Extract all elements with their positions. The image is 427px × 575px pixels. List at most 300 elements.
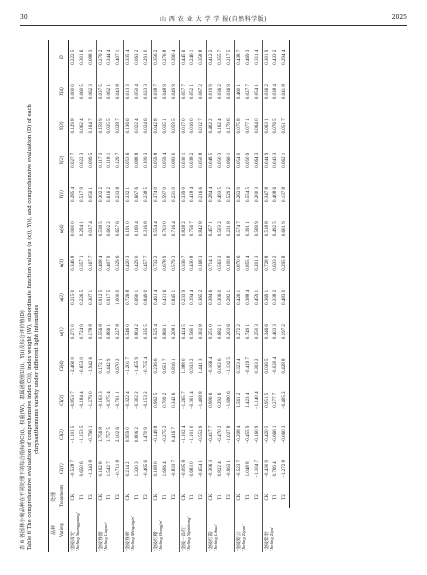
treatment-cell: T1 bbox=[135, 494, 141, 500]
value-cell: −1.343 8 bbox=[88, 459, 94, 478]
value-cell: −0.833 7 bbox=[171, 459, 177, 478]
treatment-cell: CK bbox=[179, 486, 188, 508]
value-cell: 0.732 2 bbox=[151, 246, 160, 280]
value-cell: 0.870 6 bbox=[234, 246, 243, 280]
value-cell: 0.057 7 bbox=[179, 74, 188, 108]
treatment-cell: T2 bbox=[199, 494, 205, 500]
treatment-cell: T2 bbox=[171, 494, 177, 500]
value-cell: 0.374 0 bbox=[151, 177, 160, 211]
value-cell: 0.493 5 bbox=[218, 186, 224, 202]
variety-name-zh: '金陵一品红' bbox=[180, 526, 186, 551]
variety-cell bbox=[96, 508, 124, 552]
value-cell: 0.828 2 bbox=[179, 212, 188, 246]
value-cell: 0.294 1 bbox=[79, 221, 85, 237]
value-cell: 0.129 8 bbox=[68, 109, 77, 143]
value-cell: 0.816 1 bbox=[171, 358, 177, 374]
value-cell: −1.455 9 bbox=[135, 357, 141, 375]
value-cell: 0.769 4 bbox=[273, 461, 279, 477]
value-cell: 0.028 7 bbox=[116, 118, 122, 134]
value-cell: 0.282 1 bbox=[226, 289, 232, 305]
table-row bbox=[280, 40, 289, 552]
value-cell: 0.233 8 bbox=[116, 186, 122, 202]
value-cell: 0.048 9 bbox=[162, 84, 168, 100]
value-cell: 0.912 5 bbox=[96, 280, 105, 314]
value-cell: −1.265 7 bbox=[179, 383, 188, 417]
variety-name-en: 'Jinling Lihua' bbox=[213, 524, 219, 551]
value-cell: 0.088 3 bbox=[88, 49, 94, 65]
value-cell: 0.042 8 bbox=[151, 109, 160, 143]
value-cell: 0.301 6 bbox=[79, 49, 85, 65]
value-cell: 0.053 6 bbox=[124, 143, 133, 177]
value-cell: 0.442 9 bbox=[107, 358, 113, 374]
value-cell: 0.118 1 bbox=[107, 152, 113, 168]
value-cell: 0.365 2 bbox=[199, 289, 205, 305]
value-cell: 0.563 3 bbox=[218, 255, 224, 271]
variety-name-en: 'Jinling Meiguigin' bbox=[130, 516, 136, 551]
value-cell: −0.853 7 bbox=[68, 383, 77, 417]
value-cell: 0.616 2 bbox=[107, 186, 113, 202]
variety-cell bbox=[207, 508, 235, 552]
value-cell: 0.462 2 bbox=[207, 109, 216, 143]
value-cell: 0.178 8 bbox=[88, 324, 94, 340]
value-cell: 0.067 2 bbox=[199, 84, 205, 100]
value-cell: 0.276 8 bbox=[162, 49, 168, 65]
treatment-cell: T2 bbox=[280, 486, 289, 508]
value-cell: 0.038 4 bbox=[273, 84, 279, 100]
value-cell: 0.569 9 bbox=[254, 221, 260, 237]
table-row bbox=[87, 40, 96, 552]
variety-cell bbox=[234, 508, 262, 552]
value-cell: 0.216 6 bbox=[199, 186, 205, 202]
value-cell: −0.796 1 bbox=[88, 425, 94, 444]
metric-header: Y(3) bbox=[58, 109, 69, 143]
metric-header: Y(4) bbox=[58, 74, 69, 108]
variety-cell bbox=[151, 508, 179, 552]
value-cell: 0.027 7 bbox=[68, 143, 77, 177]
value-cell: 0.860 1 bbox=[162, 324, 168, 340]
value-cell: 0.012 7 bbox=[199, 118, 205, 134]
value-cell: −0.275 2 bbox=[162, 425, 168, 444]
metric-header: u(4) bbox=[58, 212, 69, 246]
value-cell: −0.306 3 bbox=[207, 452, 216, 486]
value-cell: 0.285 4 bbox=[68, 177, 77, 211]
value-cell: 0.307 1 bbox=[88, 289, 94, 305]
value-cell: 0.546 0 bbox=[124, 315, 133, 349]
value-cell: 0.429 0 bbox=[135, 255, 141, 271]
metric-header: Y(1) bbox=[58, 177, 69, 211]
value-cell: −0.963 1 bbox=[226, 459, 232, 478]
value-cell: 0.670 2 bbox=[116, 358, 122, 374]
value-cell: 0.022 3 bbox=[79, 152, 85, 168]
value-cell: 0.295 8 bbox=[280, 246, 289, 280]
variety-cell bbox=[262, 508, 290, 552]
table-row bbox=[188, 40, 197, 552]
variety-name-zh: '金陵雨光' bbox=[69, 530, 75, 551]
value-cell: 0.866 1 bbox=[107, 324, 113, 340]
value-cell: 0.651 7 bbox=[162, 358, 168, 374]
value-cell: 0.062 1 bbox=[107, 84, 113, 100]
value-cell: 0.579 3 bbox=[171, 255, 177, 271]
value-cell: −1.104 7 bbox=[254, 459, 260, 478]
value-cell: −0.470 2 bbox=[218, 425, 224, 444]
table-row bbox=[151, 40, 160, 552]
value-cell: 0.391 1 bbox=[245, 221, 251, 237]
value-cell: 0.597 0 bbox=[162, 186, 168, 202]
table-row bbox=[133, 40, 142, 552]
value-cell: 0.556 8 bbox=[96, 315, 105, 349]
value-cell: −1.027 8 bbox=[226, 425, 232, 444]
value-cell: 0.036 2 bbox=[262, 74, 271, 108]
value-cell: −0.465 6 bbox=[143, 459, 149, 478]
value-cell: 0.420 3 bbox=[124, 246, 133, 280]
value-cell: 0.517 9 bbox=[79, 186, 85, 202]
treatment-cell: CK bbox=[262, 486, 271, 508]
treatment-cell: CK bbox=[124, 486, 133, 508]
table-row bbox=[68, 40, 77, 552]
value-cell: 0.215 0 bbox=[68, 280, 77, 314]
value-cell: 0.492 5 bbox=[273, 221, 279, 237]
value-cell: 0.063 1 bbox=[262, 109, 271, 143]
value-cell: 0.329 6 bbox=[116, 255, 122, 271]
value-cell: 0.226 5 bbox=[79, 289, 85, 305]
value-cell: 0.250 3 bbox=[254, 324, 260, 340]
value-cell: 0.301 9 bbox=[262, 40, 271, 74]
treatment-cell: T1 bbox=[162, 494, 168, 500]
value-cell: 0.109 3 bbox=[143, 152, 149, 168]
treatment-cell: CK bbox=[207, 486, 216, 508]
value-cell: −0.755 4 bbox=[143, 357, 149, 375]
value-cell: 0.222 5 bbox=[68, 40, 77, 74]
value-cell: 0.016 0 bbox=[190, 118, 196, 134]
variety-name-en: 'Jinling Hongjin' bbox=[157, 520, 163, 551]
value-cell: −0.301 4 bbox=[190, 391, 196, 410]
value-cell: 0.201 3 bbox=[254, 255, 260, 271]
value-cell: 0.231 0 bbox=[171, 186, 177, 202]
variety-name-zh: '金陵春漫' bbox=[97, 530, 103, 551]
value-cell: 0.424 5 bbox=[179, 315, 188, 349]
value-cell: 0.035 5 bbox=[107, 118, 113, 134]
value-cell: 0.169 4 bbox=[135, 221, 141, 237]
value-cell: 0.428 8 bbox=[280, 349, 289, 383]
variety-name-zh: '金陵红槿' bbox=[152, 530, 158, 551]
value-cell: 0.469 3 bbox=[245, 49, 251, 65]
table-row bbox=[114, 40, 123, 552]
value-cell: 1.048 8 bbox=[245, 461, 251, 477]
value-cell: 0.038 7 bbox=[151, 74, 160, 108]
table-row bbox=[207, 40, 216, 552]
value-cell: −0.666 1 bbox=[273, 425, 279, 444]
value-cell: 0.529 2 bbox=[226, 186, 232, 202]
value-cell: 0.667 6 bbox=[135, 186, 141, 202]
page-number: 30 bbox=[20, 14, 28, 21]
value-cell: 0.357 1 bbox=[79, 255, 85, 271]
value-cell: 0.038 2 bbox=[190, 152, 196, 168]
value-cell: 0.335 4 bbox=[124, 40, 133, 74]
table-row bbox=[197, 40, 206, 552]
value-cell: −0.711 8 bbox=[116, 460, 122, 478]
value-cell: 0.418 4 bbox=[190, 186, 196, 202]
value-cell: 0.336 7 bbox=[179, 246, 188, 280]
value-cell: −1.408 8 bbox=[199, 391, 205, 410]
value-cell: 0.407 1 bbox=[116, 49, 122, 65]
variety-name-en: 'Jinling Ziyun' bbox=[240, 524, 246, 551]
table-row bbox=[216, 40, 225, 552]
value-cell: −0.302 2 bbox=[135, 391, 141, 410]
value-cell: 0.076 5 bbox=[273, 118, 279, 134]
value-cell: 0.077 1 bbox=[245, 118, 251, 134]
value-cell: 1.000 0 bbox=[116, 289, 122, 305]
value-cell: 0.657 6 bbox=[116, 221, 122, 237]
metric-header: u(3) bbox=[58, 246, 69, 280]
value-cell: −1.102 4 bbox=[179, 417, 188, 451]
value-cell: −0.163 3 bbox=[96, 383, 105, 417]
value-cell: −0.701 1 bbox=[116, 391, 122, 410]
value-cell: 0.002 6 bbox=[218, 358, 224, 374]
caption-zh: 表 6 各园林小菊品种在不同处理下的综合指标值C(i)、权重(W)、隶属函数值U(i)、Y(i)及综合评价值(D) bbox=[20, 310, 26, 550]
value-cell: 0.023 3 bbox=[143, 84, 149, 100]
value-cell: 0.408 4 bbox=[96, 246, 105, 280]
publication-year: 2025 bbox=[391, 14, 407, 21]
value-cell: 0.000 0 bbox=[68, 74, 77, 108]
value-cell: 0.332 1 bbox=[124, 177, 133, 211]
value-cell: 0.845 1 bbox=[171, 289, 177, 305]
value-cell: 0.518 8 bbox=[262, 212, 271, 246]
variety-cell bbox=[68, 508, 96, 552]
value-cell: 0.059 8 bbox=[151, 143, 160, 177]
value-cell: 0.037 4 bbox=[88, 221, 94, 237]
value-cell: −1.690 6 bbox=[226, 391, 232, 410]
value-cell: 0.049 9 bbox=[171, 84, 177, 100]
value-cell: 0.044 9 bbox=[262, 143, 271, 177]
value-cell: 0.050 3 bbox=[218, 152, 224, 168]
value-cell: 1.320 3 bbox=[135, 461, 141, 477]
metric-header: CI(1) bbox=[58, 452, 69, 486]
value-cell: 0.109 8 bbox=[226, 255, 232, 271]
value-cell: 0.251 0 bbox=[207, 315, 216, 349]
value-cell: 0.728 8 bbox=[262, 246, 271, 280]
table-row bbox=[179, 40, 188, 552]
treatment-cell: T2 bbox=[226, 494, 232, 500]
value-cell: 0.951 5 bbox=[262, 383, 271, 417]
value-cell: −1.153 5 bbox=[79, 425, 85, 444]
value-cell: 1.757 5 bbox=[107, 427, 113, 443]
value-cell: 0.407 9 bbox=[107, 255, 113, 271]
value-cell: −1.101 5 bbox=[68, 417, 77, 451]
value-cell: 0.459 1 bbox=[254, 289, 260, 305]
value-cell: 0.369 1 bbox=[262, 280, 271, 314]
value-cell: 0.906 6 bbox=[207, 383, 216, 417]
value-cell: 0.709 2 bbox=[162, 392, 168, 408]
value-cell: 0.726 8 bbox=[124, 280, 133, 314]
value-cell: 1.388 0 bbox=[179, 349, 188, 383]
value-cell: 0.277 7 bbox=[273, 392, 279, 408]
value-cell: −0.523 7 bbox=[234, 452, 243, 486]
value-cell: 0.756 7 bbox=[190, 221, 196, 237]
value-cell: −2.460 0 bbox=[68, 349, 77, 383]
value-cell: 0.238 5 bbox=[143, 186, 149, 202]
value-cell: 0.129 7 bbox=[116, 152, 122, 168]
value-cell: 0.849 0 bbox=[143, 289, 149, 305]
value-cell: 0.346 8 bbox=[68, 246, 77, 280]
value-cell: 0.396 4 bbox=[171, 49, 177, 65]
value-cell: −0.153 2 bbox=[143, 391, 149, 410]
table-row bbox=[253, 40, 262, 552]
value-cell: 0.050 4 bbox=[135, 84, 141, 100]
value-cell: 0.342 6 bbox=[171, 392, 177, 408]
value-cell: 0.554 5 bbox=[245, 186, 251, 202]
value-cell: 0.203 6 bbox=[226, 324, 232, 340]
value-cell: 0.137 8 bbox=[280, 177, 289, 211]
variety-name-zh: '金陵红霞' bbox=[208, 530, 214, 551]
variety-name-en: 'Jinling Liuyun' bbox=[102, 522, 108, 551]
value-cell: 0.323 4 bbox=[234, 349, 243, 383]
value-cell: 0.959 0 bbox=[124, 417, 133, 451]
value-cell: 0.445 6 bbox=[179, 40, 188, 74]
value-cell: −0.184 4 bbox=[79, 391, 85, 410]
value-cell: −0.552 9 bbox=[199, 425, 205, 444]
value-cell: 0.633 2 bbox=[273, 255, 279, 271]
table-row bbox=[142, 40, 151, 552]
value-cell: −1.942 6 bbox=[88, 357, 94, 375]
treatment-cell: T2 bbox=[143, 494, 149, 500]
value-cell: 0.227 8 bbox=[116, 324, 122, 340]
value-cell: 0.099 5 bbox=[88, 152, 94, 168]
table-row bbox=[78, 40, 87, 552]
table-row bbox=[244, 40, 253, 552]
variety-cell bbox=[124, 508, 152, 552]
value-cell: 1.542 7 bbox=[107, 461, 113, 477]
value-cell: −1.132 5 bbox=[226, 357, 232, 375]
value-cell: 0.388 4 bbox=[245, 289, 251, 305]
value-cell: 0.457 1 bbox=[207, 212, 216, 246]
value-cell: 0.017 0 bbox=[179, 109, 188, 143]
value-cell: 0.346 6 bbox=[262, 315, 271, 349]
value-cell: 0.036 2 bbox=[218, 84, 224, 100]
table-row bbox=[124, 40, 133, 552]
value-cell: 0.384 6 bbox=[207, 280, 216, 314]
value-cell: 0.302 8 bbox=[199, 324, 205, 340]
value-cell: 0.503 2 bbox=[218, 221, 224, 237]
value-cell: 0.804 2 bbox=[135, 324, 141, 340]
value-cell: 0.703 0 bbox=[162, 221, 168, 237]
caption-en-continued: chrysanthemums variety under different light intensities bbox=[34, 304, 40, 454]
variety-header-en: Variety bbox=[58, 508, 69, 552]
value-cell: −0.654 1 bbox=[199, 459, 205, 478]
value-cell: 0.162 4 bbox=[218, 118, 224, 134]
value-cell: 0.855 4 bbox=[245, 255, 251, 271]
value-cell: 0.197 2 bbox=[280, 315, 289, 349]
value-cell: 0.136 6 bbox=[124, 109, 133, 143]
value-cell: 0.678 9 bbox=[162, 255, 168, 271]
treatment-cell: CK bbox=[96, 486, 105, 508]
rotated-table-block bbox=[18, 36, 410, 556]
table-row bbox=[105, 40, 114, 552]
variety-name-en: 'Jinling Yipinhong' bbox=[185, 516, 191, 551]
value-cell: 0.284 4 bbox=[207, 177, 216, 211]
value-cell: 0.167 7 bbox=[88, 255, 94, 271]
value-cell: 0.064 3 bbox=[254, 152, 260, 168]
value-cell: −0.417 7 bbox=[207, 417, 216, 451]
value-cell: 0.316 8 bbox=[143, 221, 149, 237]
value-cell: 0.208 1 bbox=[171, 324, 177, 340]
table-row bbox=[262, 40, 271, 552]
treatment-header-zh: 处理 bbox=[49, 486, 58, 508]
value-cell: 0.236 6 bbox=[151, 349, 160, 383]
value-cell: 1.606 4 bbox=[162, 461, 168, 477]
value-cell: −0.405 2 bbox=[280, 383, 289, 417]
value-cell: −0.375 4 bbox=[107, 391, 113, 410]
value-cell: 0.050 8 bbox=[199, 152, 205, 168]
variety-cell bbox=[179, 508, 207, 552]
value-cell: 0.690 1 bbox=[135, 289, 141, 305]
value-cell: 0.962 5 bbox=[151, 383, 160, 417]
metric-header: u(2) bbox=[58, 280, 69, 314]
value-cell: 0.050 9 bbox=[245, 152, 251, 168]
value-cell: 0.279 2 bbox=[96, 40, 105, 74]
value-cell: −0.298 4 bbox=[234, 417, 243, 451]
table-row bbox=[96, 40, 105, 552]
value-cell: 0.231 8 bbox=[226, 221, 232, 237]
treatment-cell: T1 bbox=[107, 494, 113, 500]
value-cell: 0.168 3 bbox=[199, 255, 205, 271]
value-cell: 0.035 1 bbox=[162, 118, 168, 134]
caption-en: Table 6 The comprehensive evaluation of comprehensive index C(i), index weight (W), subordinate function values (u (x)), Y(i), and comprehensive evaluation (D) of each bbox=[27, 104, 33, 550]
value-cell: −1.101 0 bbox=[190, 425, 196, 444]
value-cell: 0.164 7 bbox=[88, 118, 94, 134]
value-cell: 0.347 8 bbox=[262, 177, 271, 211]
treatment-cell: T2 bbox=[116, 494, 122, 500]
variety-name-zh: '金陵紫云' bbox=[235, 530, 241, 551]
value-cell: 0.037 5 bbox=[96, 74, 105, 108]
value-cell: 0.050 1 bbox=[88, 186, 94, 202]
value-cell: −0.166 4 bbox=[207, 349, 216, 383]
value-cell: 0.054 0 bbox=[234, 143, 243, 177]
value-cell: 0.917 5 bbox=[107, 289, 113, 305]
value-cell: 0.108 0 bbox=[151, 452, 160, 486]
value-cell: 0.051 7 bbox=[280, 109, 289, 143]
value-cell: −0.322 4 bbox=[124, 383, 133, 417]
table-row bbox=[234, 40, 243, 552]
value-cell: 0.292 6 bbox=[218, 392, 224, 408]
evaluation-table bbox=[48, 40, 290, 552]
value-cell: 0.172 1 bbox=[96, 349, 105, 383]
value-cell: 0.271 0 bbox=[68, 315, 77, 349]
value-cell: 0.030 1 bbox=[179, 143, 188, 177]
variety-name-en: 'Jinling Ziyu' bbox=[268, 526, 274, 551]
value-cell: 0.263 9 bbox=[234, 177, 243, 211]
value-cell: 0.246 1 bbox=[190, 49, 196, 65]
value-cell: 0.233 9 bbox=[179, 280, 188, 314]
value-cell: 0.408 6 bbox=[273, 186, 279, 202]
value-cell: 0.338 2 bbox=[273, 289, 279, 305]
value-cell: 0.194 4 bbox=[190, 289, 196, 305]
value-cell: 0.066 1 bbox=[226, 152, 232, 168]
value-cell: 0.117 3 bbox=[96, 143, 105, 177]
value-cell: 0.041 8 bbox=[280, 74, 289, 108]
treatment-cell: T2 bbox=[88, 494, 94, 500]
value-cell: 0.060 5 bbox=[79, 84, 85, 100]
treatment-cell: T2 bbox=[254, 494, 260, 500]
value-cell: 1.756 8 bbox=[96, 417, 105, 451]
metric-header: CI(3) bbox=[58, 383, 69, 417]
value-cell: 0.356 2 bbox=[151, 40, 160, 74]
value-cell: −1.272 8 bbox=[280, 452, 289, 486]
value-cell: 0.043 8 bbox=[116, 84, 122, 100]
value-cell: 0.433 2 bbox=[273, 49, 279, 65]
value-cell: 0.217 5 bbox=[226, 49, 232, 65]
value-cell: 0.339 0 bbox=[179, 177, 188, 211]
value-cell: 0.303 2 bbox=[254, 358, 260, 374]
